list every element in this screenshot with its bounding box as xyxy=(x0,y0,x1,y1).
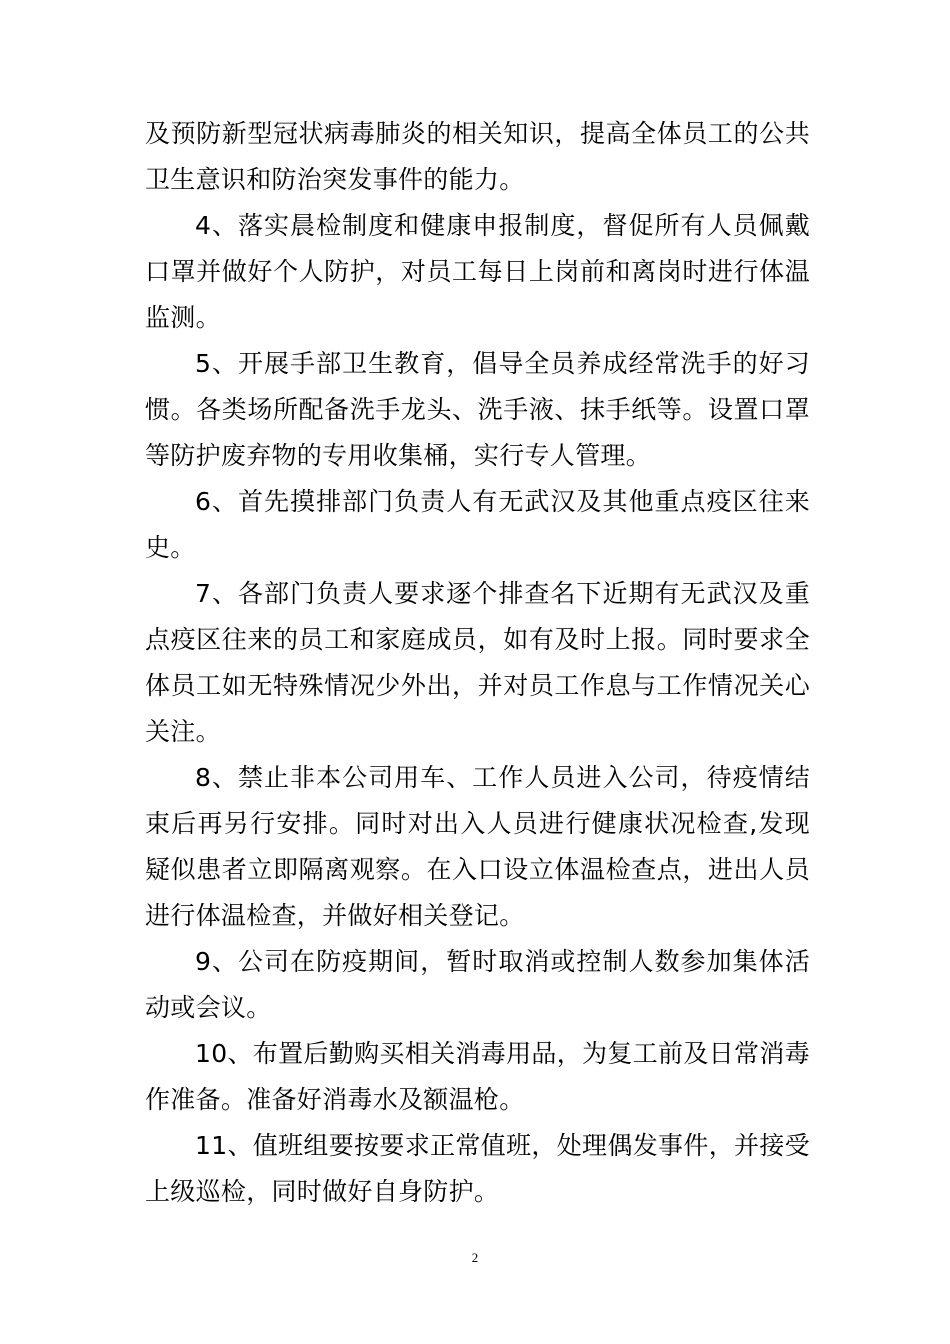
paragraph-item-8: 8、禁止非本公司用车、工作人员进入公司，待疫情结束后再另行安排。同时对出入人员进行健康状况检查,发现疑似患者立即隔离观察。在入口设立体温检查点，进出人员进行体温检查，并做好相关登记。 xyxy=(145,763,810,930)
paragraph-item-10: 10、布置后勤购买相关消毒用品，为复工前及日常消毒作准备。准备好消毒水及额温枪。 xyxy=(145,1039,810,1114)
paragraph-continuation: 及预防新型冠状病毒肺炎的相关知识，提高全体员工的公共卫生意识和防治突发事件的能力。 xyxy=(145,119,810,194)
page-number: 2 xyxy=(471,1250,479,1265)
paragraph-item-9: 9、公司在防疫期间，暂时取消或控制人数参加集体活动或会议。 xyxy=(145,947,810,1022)
paragraph-item-6: 6、首先摸排部门负责人有无武汉及其他重点疫区往来史。 xyxy=(145,487,810,562)
paragraph-item-4: 4、落实晨检制度和健康申报制度，督促所有人员佩戴口罩并做好个人防护，对员工每日上岗前和离岗时进行体温监测。 xyxy=(145,211,810,332)
paragraph-item-7: 7、各部门负责人要求逐个排查名下近期有无武汉及重点疫区往来的员工和家庭成员，如有及时上报。同时要求全体员工如无特殊情况少外出，并对员工作息与工作情况关心关注。 xyxy=(145,579,810,746)
document-body xyxy=(145,111,810,1215)
paragraph-item-11: 11、值班组要按要求正常值班，处理偶发事件，并接受上级巡检，同时做好自身防护。 xyxy=(145,1131,810,1206)
paragraph-item-5: 5、开展手部卫生教育，倡导全员养成经常洗手的好习惯。各类场所配备洗手龙头、洗手液、抹手纸等。设置口罩等防护废弃物的专用收集桶，实行专人管理。 xyxy=(145,349,810,470)
